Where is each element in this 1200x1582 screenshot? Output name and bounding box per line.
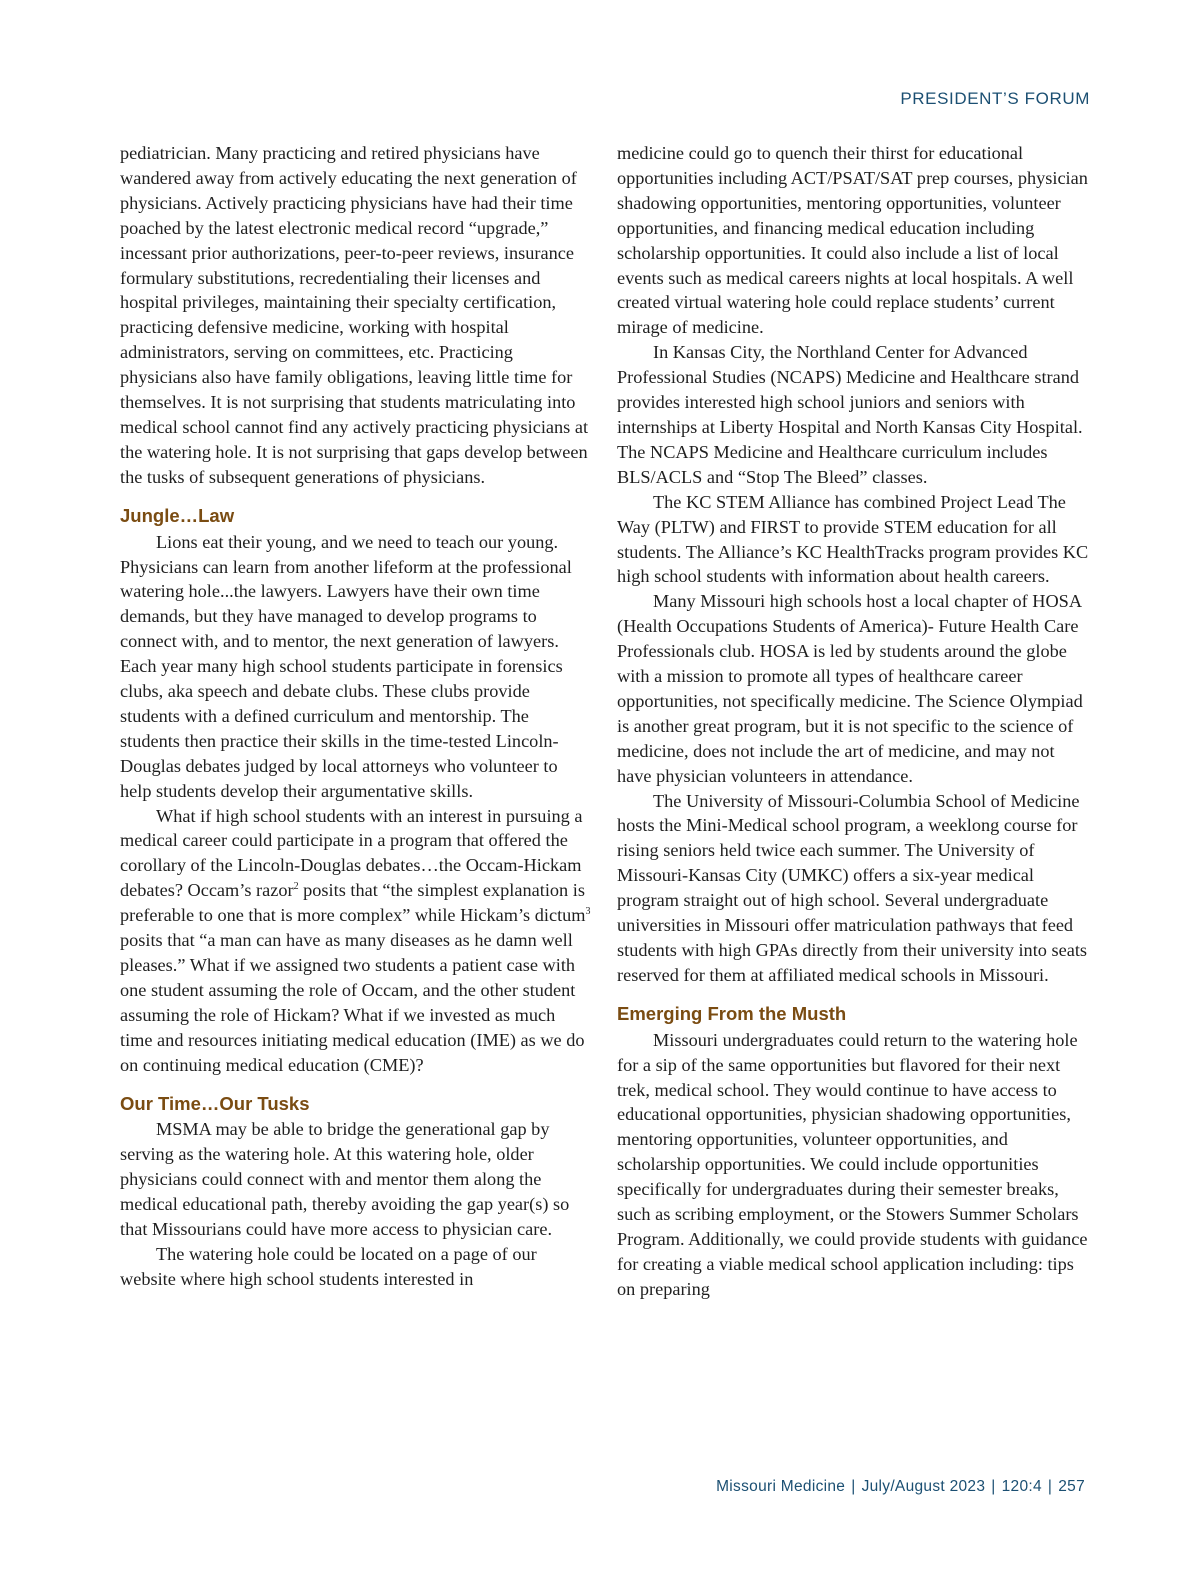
- paragraph: pediatrician. Many practicing and retired physicians have wandered away from actively educating the next generation of physicians. Actively practicing physicians have had their time poached by the latest electronic medical record “upgrade,” incessant prior authorizations, peer-to-peer reviews, insurance formulary substitutions, recredentialing their licenses and hospital privileges, maintaining their specialty certification, practicing defensive medicine, working with hospital administrators, serving on committees, etc. Practicing physicians also have family obligations, leaving little time for themselves. It is not surprising that students matriculating into medical school cannot find any actively practicing physicians at the watering hole. It is not surprising that gaps develop between the tusks of subsequent generations of physicians.: [120, 143, 589, 487]
- volume-number: 120:4: [1001, 1478, 1042, 1495]
- footnote-ref-3: 3: [585, 906, 591, 918]
- paragraph: medicine could go to quench their thirst for educational opportunities including ACT/PSAT/SAT prep courses, physician shadowing opportunities, mentoring opportunities, volunteer opportunities, and financing medical education including scholarship opportunities. It could also include a list of local events such as medical careers nights at local hospitals. A well created virtual watering hole could replace students’ current mirage of medicine.: [617, 143, 1088, 338]
- separator: |: [991, 1478, 996, 1495]
- paragraph: In Kansas City, the Northland Center for Advanced Professional Studies (NCAPS) Medicine and Healthcare strand provides interested high school juniors and seniors with internships at Liberty Hospital and North Kansas City Hospital. The NCAPS Medicine and Healthcare curriculum includes BLS/ACLS and “Stop The Bleed” classes.: [617, 342, 1083, 487]
- separator: |: [851, 1478, 856, 1495]
- section-header: PRESIDENT’S FORUM: [900, 89, 1090, 108]
- paragraph: MSMA may be able to bridge the generational gap by serving as the watering hole. At this watering hole, older physicians could connect with and mentor them along the medical educational path, thereby avoiding the gap year(s) so that Missourians could have more access to physician care.: [120, 1119, 570, 1240]
- page-footer: [716, 1478, 1085, 1496]
- page-number: 257: [1058, 1478, 1085, 1495]
- section-heading-emerging-musth: Emerging From the Musth: [617, 1002, 847, 1024]
- footnote-ref-2: 2: [293, 881, 299, 893]
- right-column: [617, 141, 1089, 1302]
- paragraph: Many Missouri high schools host a local chapter of HOSA (Health Occupations Students of America)- Future Health Care Professionals club. HOSA is led by students around the globe with a mission to promote all types of healthcare career opportunities, not specifically medicine. The Science Olympiad is another great program, but it is not specific to the science of medicine, does not include the art of medicine, and may not have physician volunteers in attendance.: [617, 591, 1083, 786]
- paragraph-occam-hickam: [120, 804, 592, 1078]
- separator: |: [1047, 1478, 1053, 1495]
- paragraph: The University of Missouri-Columbia School of Medicine hosts the Mini-Medical school program, a weeklong course for rising seniors held twice each summer. The University of Missouri-Kansas City (UMKC) offers a six-year medical program straight out of high school. Several undergraduate universities in Missouri offer matriculation pathways that feed students with high GPAs directly from their university into seats reserved for them at affiliated medical schools in Missouri.: [617, 790, 1088, 985]
- text-run: What if high school students with an interest in pursuing a medical career could participate in a program that offered the corollary of the Lincoln-Douglas debates…the Occam-Hickam debates? Occam’s razor: [120, 805, 583, 901]
- issue-date: July/August 2023: [861, 1478, 986, 1495]
- left-column: [120, 141, 592, 1292]
- section-heading-jungle-law: Jungle…Law: [120, 504, 235, 526]
- journal-name: Missouri Medicine: [716, 1478, 846, 1495]
- paragraph: The KC STEM Alliance has combined Project Lead The Way (PLTW) and FIRST to provide STEM education for all students. The Alliance’s KC HealthTracks program provides KC high school students with information about health careers.: [617, 491, 1089, 587]
- paragraph: Missouri undergraduates could return to the watering hole for a sip of the same opportunities but flavored for their next trek, medical school. They would continue to have access to educational opportunities, physician shadowing opportunities, mentoring opportunities, volunteer opportunities, and scholarship opportunities. We could include opportunities specifically for undergraduates during their semester breaks, such as scribing employment, or the Stowers Summer Scholars Program. Additionally, we could provide students with guidance for creating a viable medical school application including: tips on preparing: [617, 1029, 1088, 1299]
- text-run: posits that “the simplest explanation is preferable to one that is more complex” while Hickam’s dictum: [120, 880, 586, 926]
- text-run: posits that “a man can have as many diseases as he damn well pleases.” What if we assigned two students a patient case with one student assuming the role of Occam, and the other student assuming the role of Hickam? What if we invested as much time and resources initiating medical education (IME) as we do on continuing medical education (CME)?: [120, 930, 585, 1075]
- section-heading-our-tusks: Our Time…Our Tusks: [120, 1092, 310, 1114]
- paragraph: The watering hole could be located on a page of our website where high school students interested in: [120, 1243, 537, 1289]
- paragraph: Lions eat their young, and we need to teach our young. Physicians can learn from another lifeform at the professional watering hole...the lawyers. Lawyers have their own time demands, but they have managed to develop programs to connect with, and to mentor, the next generation of lawyers. Each year many high school students participate in forensics clubs, aka speech and debate clubs. These clubs provide students with a defined curriculum and mentorship. The students then practice their skills in the time-tested Lincoln-Douglas debates judged by local attorneys who volunteer to help students develop their argumentative skills.: [120, 531, 572, 801]
